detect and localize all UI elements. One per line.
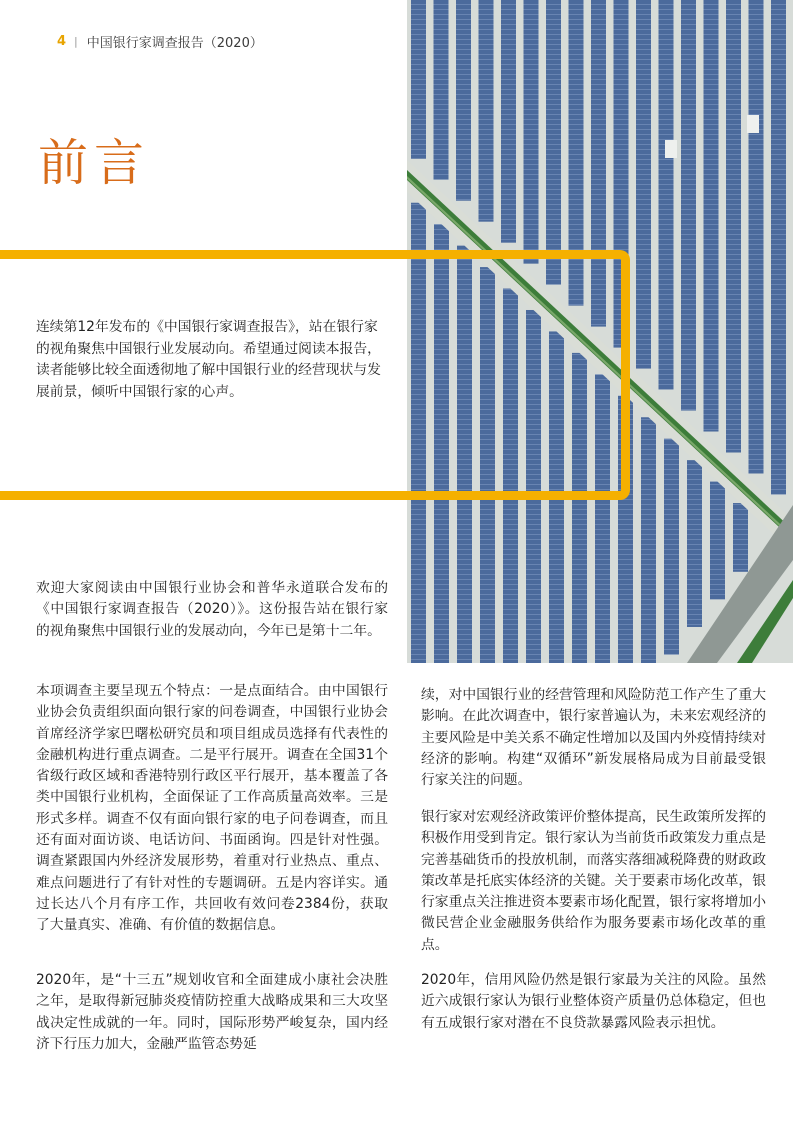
building <box>665 140 677 158</box>
solar-panel-row <box>501 0 516 243</box>
solar-panel-row <box>636 0 651 369</box>
page-header <box>57 32 263 51</box>
left-paragraph-1: 欢迎大家阅读由中国银行业协会和普华永道联合发布的《中国银行家调查报告（2020）》。这份报告站在银行家的视角聚焦中国银行业的发展动向，今年已是第十二年。 <box>36 580 388 639</box>
solar-panel-row <box>704 0 719 432</box>
solar-panel-row <box>664 439 679 655</box>
right-paragraph-3: 2020年，信用风险仍然是银行家最为关注的风险。虽然近六成银行家认为银行业整体资产质量仍总体稳定，但也有五成银行家对潜在不良贷款暴露风险表示担忧。 <box>421 972 766 1031</box>
intro-text: 连续第12年发布的《中国银行家调查报告》，站在银行家的视角聚焦中国银行业发展动向。希望通过阅读本报告，读者能够比较全面透彻地了解中国银行业的经营现状与发展前景，倾听中国银行家的心声。 <box>36 319 381 400</box>
solar-panel-row <box>434 0 449 180</box>
solar-panel-row <box>710 482 725 600</box>
left-paragraph-3: 2020年，是“十三五”规划收官和全面建成小康社会决胜之年，是取得新冠肺炎疫情防控重大战略成果和三大攻坚战决定性成就的一年。同时，国际形势严峻复杂，国内经济下行压力加大，金融严监管态势延 <box>36 972 388 1052</box>
solar-panel-row <box>411 0 426 159</box>
solar-panel-row <box>771 0 786 494</box>
left-paragraph-2: 本项调查主要呈现五个特点：一是点面结合。由中国银行业协会负责组织面向银行家的问卷调查，中国银行业协会首席经济学家巴曙松研究员和项目组成员选择有代表性的金融机构进行重点调查。二是平行展开。调查在全国31个省级行政区域和香港特别行政区平行展开，基本覆盖了各类中国银行业机构，全面保证了工作高质量高效率。三是形式多样。调查不仅有面向银行家的电子问卷调查，而且还有面对面访谈、电话访问、书面函询。四是针对性强。调查紧跟国内外经济发展形势，着重对行业热点、重点、难点问题进行了有针对性的专题调研。五是内容详实。通过长达八个月有序工作，共回收有效问卷2384份，获取了大量真实、准确、有价值的数据信息。 <box>36 683 388 934</box>
building <box>747 115 759 133</box>
solar-panel-row <box>749 0 764 473</box>
solar-panel-row <box>479 0 494 222</box>
right-paragraph-2: 银行家对宏观经济政策评价整体提高，民生政策所发挥的积极作用受到肯定。银行家认为当前货币政策发力重点是完善基础货币的投放机制，而落实落细减税降费的财政政策改革是托底实体经济的关键。关于要素市场化改革，银行家重点关注推进资本要素市场化配置，银行家将增加小微民营企业金融服务供给作为服务要素市场化改革的重点。 <box>421 809 766 953</box>
solar-panel-row <box>641 417 656 663</box>
report-title: 中国银行家调查报告（2020） <box>86 36 263 51</box>
solar-panel-row <box>546 0 561 285</box>
solar-panel-row <box>726 0 741 453</box>
page-number: 4 <box>57 34 67 49</box>
solar-panel-row <box>659 0 674 390</box>
solar-panel-row <box>687 460 702 627</box>
solar-panel-row <box>524 0 539 264</box>
solar-panel-row <box>733 503 748 572</box>
right-paragraph-1: 续，对中国银行业的经营管理和风险防范工作产生了重大影响。在此次调查中，银行家普遍认为，未来宏观经济的主要风险是中美关系不确定性增加以及国内外疫情持续对经济的影响。构建“双循环”新发展格局成为目前最受银行家关注的问题。 <box>421 687 766 789</box>
header-divider: | <box>74 35 78 48</box>
page-title: 前言 <box>38 134 150 192</box>
solar-panel-row <box>456 0 471 201</box>
solar-panel-row <box>681 0 696 411</box>
